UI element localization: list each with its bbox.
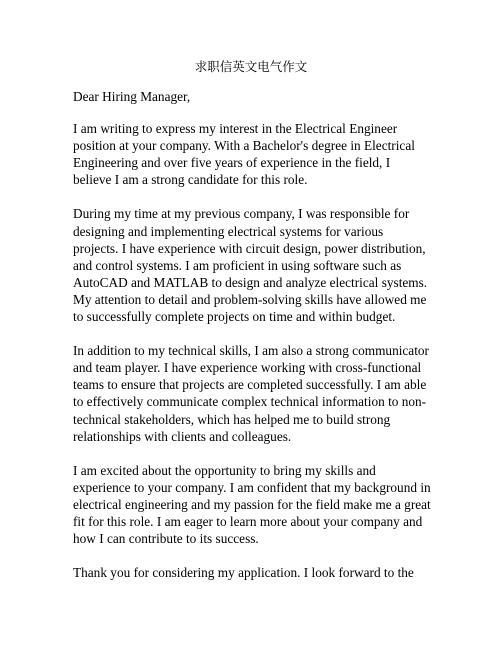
paragraph-experience: During my time at my previous company, I was responsible for designing and implementing electrical systems for various projects. I have experience with circuit design, power distribution, and control systems. I am proficient in using software such as AutoCAD and MATLAB to design and analyze electrical systems. My attention to detail and problem-solving skills have allowed me to successfully complete projects on time and within budget. [73, 206, 428, 325]
paragraph-excitement: I am excited about the opportunity to bring my skills and experience to your company. I am confident that my background in electrical engineering and my passion for the field make me a great fit for this role. I am eager to learn more about your company and how I can contribute to its success. [73, 462, 431, 547]
letter-greeting: Dear Hiring Manager, [73, 89, 191, 104]
letter-body [73, 88, 431, 598]
paragraph-communication: In addition to my technical skills, I am also a strong communicator and team player. I have experience working with cross-functional teams to ensure that projects are completed successfully. I am able to effectively communicate complex technical information to non-technical stakeholders, which has helped me to build strong relationships with clients and colleagues. [73, 343, 429, 444]
document-title: 求职信英文电气作文 [194, 59, 308, 74]
paragraph-interest: I am writing to express my interest in the Electrical Engineer position at your company. With a Bachelor's degree in Electrical Engineering and over five years of experience in the field, I believe I am a strong candidate for this role. [73, 121, 415, 188]
paragraph-closing: Thank you for considering my application. I look forward to the [73, 565, 414, 581]
